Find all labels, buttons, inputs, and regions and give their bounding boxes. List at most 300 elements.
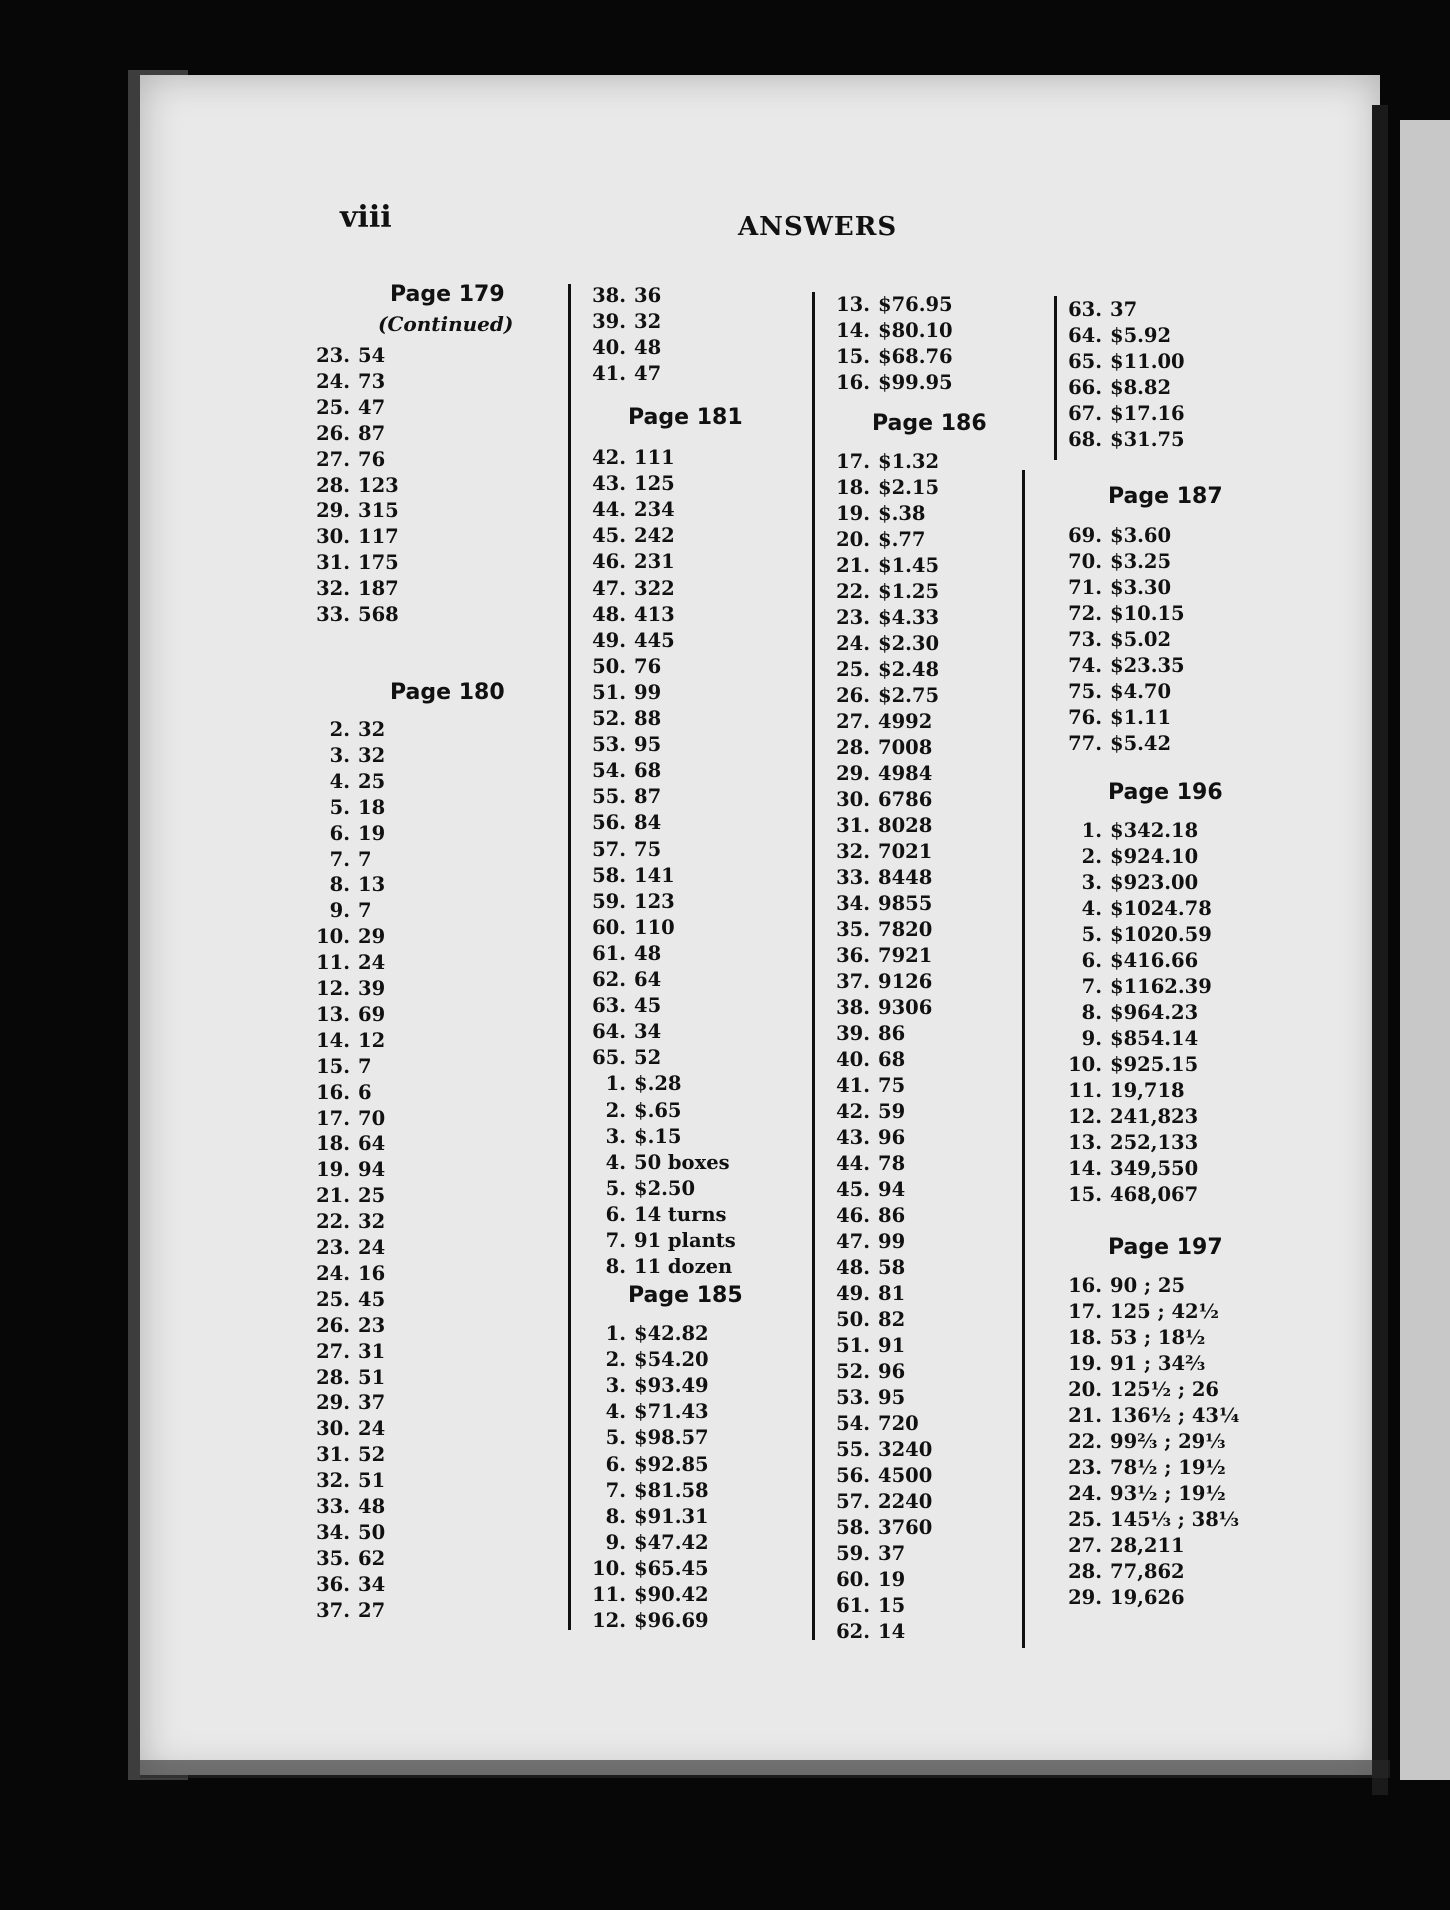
answer-row bbox=[1058, 1055, 1198, 1075]
problem-number: 60. bbox=[592, 915, 626, 939]
answer-value: 52 bbox=[358, 1443, 386, 1467]
answer-value: 12 bbox=[358, 1028, 386, 1052]
problem-number: 27. bbox=[1068, 1534, 1102, 1557]
answer-value: 234 bbox=[634, 498, 675, 522]
answer-value: 34 bbox=[634, 1020, 662, 1044]
problem-number: 47. bbox=[836, 1230, 870, 1253]
problem-number: 24. bbox=[316, 369, 350, 393]
answer-row bbox=[578, 628, 675, 652]
problem-number: 43. bbox=[592, 472, 626, 496]
answer-value: 81 bbox=[878, 1282, 906, 1305]
answer-value: 45 bbox=[634, 994, 662, 1018]
answer-row bbox=[822, 816, 932, 836]
answer-row bbox=[822, 1622, 905, 1642]
problem-number: 12. bbox=[316, 977, 350, 1000]
answer-value: 69 bbox=[358, 1002, 386, 1026]
answer-row bbox=[300, 1471, 385, 1491]
problem-number: 56. bbox=[592, 811, 626, 835]
problem-number: 5. bbox=[329, 795, 350, 819]
problem-number: 24. bbox=[836, 632, 870, 655]
answer-value: 75 bbox=[634, 837, 662, 861]
answer-row bbox=[300, 369, 386, 393]
answer-value: 7 bbox=[358, 1054, 372, 1078]
problem-number: 3. bbox=[1081, 871, 1102, 894]
answer-row bbox=[822, 1180, 905, 1200]
answer-row bbox=[578, 813, 661, 833]
answer-row bbox=[1058, 326, 1171, 346]
answer-value: $3.25 bbox=[1110, 550, 1172, 573]
answer-value: 24 bbox=[358, 1236, 386, 1259]
problem-number: 26. bbox=[316, 1313, 350, 1337]
answer-value: 48 bbox=[634, 941, 662, 965]
answer-value: 48 bbox=[634, 336, 662, 360]
answer-value: $91.31 bbox=[634, 1504, 709, 1528]
answer-value: $924.10 bbox=[1110, 845, 1199, 868]
page-heading: Page 185 bbox=[628, 1283, 743, 1308]
problem-number: 31. bbox=[316, 1443, 350, 1467]
answer-value: 51 bbox=[358, 1469, 386, 1493]
problem-number: 13. bbox=[316, 1002, 350, 1026]
answer-row bbox=[822, 1258, 905, 1278]
answer-row bbox=[300, 1261, 386, 1285]
answer-row bbox=[1058, 1536, 1185, 1556]
answer-row bbox=[822, 608, 939, 628]
answer-value: 15 bbox=[878, 1594, 906, 1617]
problem-number: 16. bbox=[1068, 1274, 1102, 1297]
answer-row bbox=[300, 527, 399, 547]
answer-value: $1.25 bbox=[878, 580, 940, 603]
column-rule bbox=[568, 284, 571, 1630]
answer-row bbox=[578, 1074, 682, 1094]
answer-row bbox=[578, 474, 675, 494]
problem-number: 34. bbox=[316, 1520, 350, 1544]
answer-row bbox=[822, 1440, 932, 1460]
answer-value: 23 bbox=[358, 1313, 386, 1337]
problem-number: 32. bbox=[836, 840, 870, 863]
problem-number: 8. bbox=[329, 873, 350, 897]
answer-row bbox=[578, 364, 661, 384]
answer-row bbox=[578, 448, 675, 468]
column-rule bbox=[1022, 470, 1025, 1648]
problem-number: 15. bbox=[1068, 1183, 1102, 1206]
answer-row bbox=[578, 996, 661, 1016]
problem-number: 23. bbox=[316, 344, 350, 367]
answer-row bbox=[578, 312, 661, 332]
answer-value: 96 bbox=[878, 1360, 906, 1383]
answer-row bbox=[822, 452, 939, 472]
answer-value: $2.50 bbox=[634, 1176, 696, 1200]
answer-value: 93½ ; 19½ bbox=[1110, 1482, 1226, 1505]
problem-number: 57. bbox=[592, 837, 626, 861]
answer-row bbox=[1058, 1185, 1198, 1205]
answer-value: 7820 bbox=[878, 918, 933, 941]
answer-row bbox=[822, 347, 953, 367]
problem-number: 29. bbox=[316, 1391, 350, 1415]
answer-row bbox=[578, 602, 675, 626]
problem-number: 51. bbox=[592, 680, 626, 704]
answer-row bbox=[300, 1238, 385, 1258]
answer-value: 14 turns bbox=[634, 1202, 727, 1226]
answer-row bbox=[578, 1350, 709, 1370]
answer-row bbox=[1058, 1276, 1185, 1296]
answer-value: $.38 bbox=[878, 502, 926, 525]
problem-number: 52. bbox=[592, 707, 626, 730]
answer-row bbox=[578, 1048, 661, 1068]
problem-number: 33. bbox=[836, 866, 870, 889]
problem-number: 32. bbox=[316, 577, 350, 601]
answer-row bbox=[578, 654, 662, 678]
answer-value: $80.10 bbox=[878, 319, 953, 342]
problem-number: 53. bbox=[592, 733, 626, 757]
problem-number: 4. bbox=[605, 1150, 626, 1174]
answer-value: 468,067 bbox=[1110, 1183, 1199, 1206]
problem-number: 49. bbox=[592, 628, 626, 652]
answer-value: $3.60 bbox=[1110, 524, 1172, 547]
answer-value: 87 bbox=[358, 421, 386, 445]
page-heading: Page 179 bbox=[390, 282, 505, 307]
answer-value: 413 bbox=[634, 602, 675, 626]
problem-number: 48. bbox=[592, 602, 626, 626]
answer-row bbox=[1058, 1510, 1239, 1530]
answer-row bbox=[1058, 1562, 1185, 1582]
problem-number: 29. bbox=[1068, 1586, 1102, 1609]
problem-number: 8. bbox=[605, 1504, 626, 1528]
answer-row bbox=[1058, 1406, 1239, 1426]
page-bottom-shadow bbox=[140, 1760, 1390, 1778]
problem-number: 68. bbox=[1068, 428, 1102, 451]
problem-number: 5. bbox=[605, 1176, 626, 1200]
answer-row bbox=[578, 787, 661, 807]
problem-number: 20. bbox=[836, 528, 870, 551]
answer-row bbox=[1058, 951, 1198, 971]
answer-row bbox=[822, 686, 939, 706]
problem-number: 72. bbox=[1068, 602, 1102, 625]
problem-number: 14. bbox=[836, 319, 870, 342]
answer-value: 9126 bbox=[878, 970, 933, 993]
problem-number: 7. bbox=[605, 1229, 626, 1252]
answer-row bbox=[822, 712, 932, 732]
problem-number: 2. bbox=[1081, 845, 1102, 868]
answer-value: $99.95 bbox=[878, 371, 953, 394]
answer-value: 125 bbox=[634, 472, 675, 496]
answer-row bbox=[300, 1520, 386, 1544]
answer-value: 19 bbox=[358, 821, 386, 845]
answer-row bbox=[1058, 682, 1171, 702]
problem-number: 7. bbox=[605, 1478, 626, 1502]
answer-value: $925.15 bbox=[1110, 1053, 1199, 1076]
answer-row bbox=[578, 526, 675, 546]
answer-value: 68 bbox=[634, 759, 662, 783]
problem-number: 63. bbox=[592, 994, 626, 1018]
problem-number: 18. bbox=[316, 1132, 350, 1156]
problem-number: 17. bbox=[836, 450, 870, 473]
answer-value: 445 bbox=[634, 628, 675, 652]
problem-number: 14. bbox=[316, 1028, 350, 1052]
answer-value: 76 bbox=[634, 654, 662, 678]
answer-value: $2.15 bbox=[878, 476, 940, 499]
problem-number: 40. bbox=[836, 1048, 870, 1071]
problem-number: 22. bbox=[316, 1210, 350, 1234]
answer-row bbox=[578, 680, 662, 704]
problem-number: 39. bbox=[592, 310, 626, 334]
answer-row bbox=[300, 1393, 385, 1413]
answer-value: $11.00 bbox=[1110, 350, 1185, 373]
answer-value: $.77 bbox=[878, 528, 926, 551]
answer-value: 27 bbox=[358, 1598, 386, 1622]
problem-number: 34. bbox=[836, 892, 870, 915]
problem-number: 37. bbox=[316, 1598, 350, 1622]
answer-value: 94 bbox=[878, 1178, 906, 1201]
problem-number: 48. bbox=[836, 1256, 870, 1279]
problem-number: 13. bbox=[836, 293, 870, 316]
problem-number: 55. bbox=[836, 1438, 870, 1461]
column-rule bbox=[812, 292, 815, 1640]
problem-number: 19. bbox=[836, 502, 870, 525]
answer-row bbox=[1058, 404, 1185, 424]
answer-row bbox=[578, 576, 675, 600]
problem-number: 43. bbox=[836, 1126, 870, 1149]
problem-number: 25. bbox=[316, 395, 350, 419]
answer-row bbox=[1058, 352, 1185, 372]
answer-row bbox=[822, 868, 932, 888]
problem-number: 47. bbox=[592, 576, 626, 600]
answer-value: 4992 bbox=[878, 710, 933, 733]
answer-value: 720 bbox=[878, 1412, 919, 1435]
answer-value: $31.75 bbox=[1110, 428, 1185, 451]
answer-row bbox=[578, 889, 675, 913]
answer-row bbox=[578, 286, 661, 306]
answer-row bbox=[300, 395, 386, 419]
problem-number: 35. bbox=[316, 1546, 350, 1570]
answer-row bbox=[578, 1530, 709, 1554]
answer-value: $964.23 bbox=[1110, 1001, 1199, 1024]
answer-value: $342.18 bbox=[1110, 819, 1199, 842]
answer-row bbox=[822, 1102, 905, 1122]
answer-row bbox=[1058, 378, 1171, 398]
problem-number: 29. bbox=[316, 499, 350, 523]
answer-value: 68 bbox=[878, 1048, 906, 1071]
answer-row bbox=[300, 1497, 385, 1517]
problem-number: 22. bbox=[836, 580, 870, 603]
answer-value: 31 bbox=[358, 1339, 386, 1363]
problem-number: 70. bbox=[1068, 550, 1102, 573]
answer-value: $17.16 bbox=[1110, 402, 1185, 425]
problem-number: 25. bbox=[836, 658, 870, 681]
answer-value: 62 bbox=[358, 1546, 386, 1570]
problem-number: 64. bbox=[592, 1020, 626, 1044]
answer-row bbox=[578, 941, 662, 965]
problem-number: 23. bbox=[1068, 1456, 1102, 1479]
problem-number: 54. bbox=[836, 1412, 870, 1435]
problem-number: 44. bbox=[592, 498, 626, 522]
answer-value: $42.82 bbox=[634, 1322, 709, 1345]
answer-row bbox=[578, 1231, 736, 1251]
answer-row bbox=[300, 1339, 386, 1363]
problem-number: 6. bbox=[329, 821, 350, 845]
page-title: ANSWERS bbox=[738, 212, 898, 242]
answer-row bbox=[578, 1611, 709, 1631]
answer-value: $92.85 bbox=[634, 1452, 709, 1476]
problem-number: 5. bbox=[605, 1426, 626, 1450]
answer-value: 349,550 bbox=[1110, 1157, 1199, 1180]
problem-number: 7. bbox=[329, 847, 350, 871]
answer-value: $1024.78 bbox=[1110, 897, 1212, 920]
problem-number: 8. bbox=[1081, 1001, 1102, 1024]
answer-value: 78 bbox=[878, 1152, 906, 1175]
answer-value: $90.42 bbox=[634, 1583, 709, 1606]
problem-number: 42. bbox=[592, 446, 626, 469]
answer-value: 18 bbox=[358, 795, 386, 819]
problem-number: 26. bbox=[836, 684, 870, 707]
problem-number: 60. bbox=[836, 1568, 870, 1591]
answer-row bbox=[300, 720, 385, 740]
problem-number: 12. bbox=[1068, 1105, 1102, 1128]
answer-value: $54.20 bbox=[634, 1348, 709, 1372]
answer-row bbox=[300, 501, 399, 521]
answer-value: 58 bbox=[878, 1256, 906, 1279]
answer-value: 9306 bbox=[878, 996, 933, 1019]
problem-number: 4. bbox=[329, 769, 350, 793]
answer-row bbox=[822, 842, 932, 862]
page-heading-continued: (Continued) bbox=[378, 312, 514, 336]
problem-number: 2. bbox=[605, 1348, 626, 1372]
problem-number: 22. bbox=[1068, 1430, 1102, 1453]
answer-value: $2.75 bbox=[878, 684, 940, 707]
answer-row bbox=[822, 556, 939, 576]
problem-number: 24. bbox=[1068, 1482, 1102, 1505]
problem-number: 35. bbox=[836, 918, 870, 941]
answer-value: 47 bbox=[358, 395, 386, 419]
answer-value: 9855 bbox=[878, 892, 933, 915]
answer-row bbox=[578, 552, 675, 572]
answer-row bbox=[1058, 630, 1171, 650]
problem-number: 30. bbox=[316, 1417, 350, 1441]
answer-row bbox=[300, 1080, 372, 1104]
problem-number: 8. bbox=[605, 1255, 626, 1279]
answer-row bbox=[300, 743, 386, 767]
answer-row bbox=[578, 500, 675, 520]
problem-number: 58. bbox=[592, 863, 626, 887]
answer-row bbox=[300, 1002, 386, 1026]
answer-row bbox=[822, 894, 932, 914]
answer-row bbox=[822, 1024, 905, 1044]
problem-number: 75. bbox=[1068, 680, 1102, 703]
answer-row bbox=[822, 998, 932, 1018]
answer-value: 322 bbox=[634, 576, 675, 600]
gutter-shadow bbox=[1372, 105, 1388, 1795]
answer-row bbox=[1058, 430, 1185, 450]
problem-number: 4. bbox=[1081, 897, 1102, 920]
answer-value: 87 bbox=[634, 785, 662, 809]
answer-row bbox=[300, 821, 386, 845]
answer-row bbox=[822, 478, 939, 498]
answer-value: 252,133 bbox=[1110, 1131, 1199, 1154]
answer-row bbox=[1058, 300, 1137, 320]
answer-value: 24 bbox=[358, 1417, 386, 1441]
answer-row bbox=[578, 1452, 709, 1476]
answer-row bbox=[1058, 1081, 1185, 1101]
answer-value: $76.95 bbox=[878, 293, 953, 316]
problem-number: 53. bbox=[836, 1386, 870, 1409]
answer-row bbox=[822, 1570, 905, 1590]
answer-row bbox=[1058, 604, 1185, 624]
answer-row bbox=[1058, 1328, 1205, 1348]
answer-row bbox=[822, 1518, 932, 1538]
problem-number: 33. bbox=[316, 603, 350, 626]
problem-number: 73. bbox=[1068, 628, 1102, 651]
answer-row bbox=[578, 1202, 727, 1226]
answer-row bbox=[1058, 1107, 1198, 1127]
answer-row bbox=[822, 1206, 905, 1226]
answer-row bbox=[822, 1388, 905, 1408]
answer-value: 47 bbox=[634, 362, 662, 386]
answer-value: $2.30 bbox=[878, 632, 940, 655]
problem-number: 11. bbox=[1068, 1079, 1102, 1102]
answer-value: 242 bbox=[634, 524, 675, 548]
problem-number: 25. bbox=[1068, 1508, 1102, 1531]
answer-value: 91 plants bbox=[634, 1229, 736, 1252]
answer-value: 37 bbox=[878, 1542, 906, 1565]
answer-row bbox=[300, 1546, 386, 1570]
answer-row bbox=[578, 709, 661, 729]
answer-row bbox=[300, 875, 385, 895]
problem-number: 6. bbox=[1081, 949, 1102, 972]
answer-row bbox=[822, 1466, 932, 1486]
answer-value: 51 bbox=[358, 1365, 386, 1389]
answer-value: $81.58 bbox=[634, 1478, 709, 1502]
problem-number: 65. bbox=[592, 1046, 626, 1070]
answer-value: 187 bbox=[358, 577, 399, 601]
answer-value: 25 bbox=[358, 1184, 386, 1208]
problem-number: 44. bbox=[836, 1152, 870, 1175]
problem-number: 49. bbox=[836, 1282, 870, 1305]
answer-value: 50 bbox=[358, 1520, 386, 1544]
answer-row bbox=[822, 295, 953, 315]
problem-number: 32. bbox=[316, 1469, 350, 1493]
answer-value: 96 bbox=[878, 1126, 906, 1149]
problem-number: 16. bbox=[316, 1080, 350, 1104]
answer-row bbox=[578, 1428, 709, 1448]
answer-value: $3.30 bbox=[1110, 576, 1172, 599]
answer-row bbox=[822, 530, 926, 550]
answer-row bbox=[300, 795, 386, 819]
answer-value: 4500 bbox=[878, 1464, 933, 1487]
problem-number: 1. bbox=[605, 1072, 626, 1096]
answer-row bbox=[300, 553, 399, 573]
problem-number: 28. bbox=[836, 736, 870, 759]
answer-row bbox=[578, 1150, 730, 1174]
answer-row bbox=[300, 1212, 385, 1232]
problem-number: 56. bbox=[836, 1464, 870, 1487]
answer-value: 86 bbox=[878, 1022, 906, 1045]
answer-row bbox=[300, 447, 386, 471]
answer-row bbox=[300, 769, 386, 793]
answer-row bbox=[822, 1310, 905, 1330]
problem-number: 18. bbox=[1068, 1326, 1102, 1349]
problem-number: 42. bbox=[836, 1100, 870, 1123]
problem-number: 61. bbox=[836, 1594, 870, 1617]
problem-number: 3. bbox=[605, 1374, 626, 1398]
answer-row bbox=[300, 979, 385, 999]
answer-value: 84 bbox=[634, 811, 662, 835]
answer-value: $.28 bbox=[634, 1072, 682, 1096]
answer-value: 123 bbox=[358, 473, 399, 497]
answer-value: 3240 bbox=[878, 1438, 933, 1461]
answer-row bbox=[300, 1160, 385, 1180]
problem-number: 3. bbox=[605, 1124, 626, 1148]
answer-value: 111 bbox=[634, 446, 675, 469]
answer-row bbox=[578, 837, 662, 861]
